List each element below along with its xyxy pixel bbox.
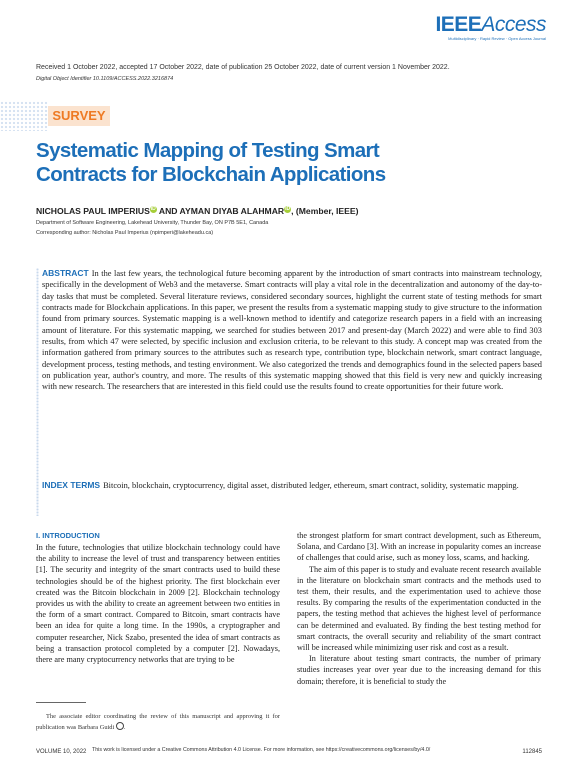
body-column-right (297, 530, 541, 687)
journal-name-italic: Access (481, 13, 546, 36)
footer-license[interactable]: This work is licensed under a Creative Commons Attribution 4.0 License. For more information, see https://creativecommons.org/licenses/by/4.0/ (92, 747, 431, 753)
paragraph: the strongest platform for smart contract development, such as Ethereum, Solana, and Cardano [3]. With an increase in popularity comes an increase of challenges that could arise, such as money loss, scams, and hacking. (297, 531, 541, 563)
orcid-icon[interactable]: iD (150, 206, 156, 212)
index-terms-side-bar (36, 478, 39, 504)
footer-volume: VOLUME 10, 2022 (36, 749, 87, 755)
authors (36, 206, 358, 216)
journal-logo (435, 14, 546, 41)
abstract (42, 268, 542, 393)
section-tag: SURVEY (48, 106, 110, 126)
author-1: NICHOLAS PAUL IMPERIUS (36, 206, 150, 216)
author-suffix: , (Member, IEEE) (291, 206, 359, 216)
author-2: AND AYMAN DIYAB ALAHMAR (156, 206, 285, 216)
footer-page-number: 112845 (522, 749, 542, 755)
body-column-left (36, 530, 280, 665)
decorative-dots (0, 101, 48, 131)
paragraph: In the future, technologies that utilize blockchain technology could have the ability to increase the level of trust and transparency between entities [1]. The security and integrity of the smart contracts used to build these technologies should be of the highest priority. The first blockchain ever created was the Bitcoin blockchain in 2009 [2]. Blockchain technology provides us with the ability to create an agreement between two entities in the form of a smart contract. Compared to Bitcoin, smart contracts have been an idea for quite a long time. In the 1990s, a cryptographer and computer researcher, Nick Szabo, presented the idea of smart contracts as being a transaction protocol completed by a computer [2]. Nowadays, there are many cryptocurrency networks that are trying to be (36, 543, 280, 665)
index-terms-text: Bitcoin, blockchain, cryptocurrency, digital asset, distributed ledger, ethereum, smart contract, solidity, systematic mapping. (103, 481, 519, 490)
footnote: The associate editor coordinating the review of this manuscript and approving it for publication was Barbara Guidi . (36, 713, 280, 731)
corresponding-author: Corresponding author: Nicholas Paul Imperius (npimperi@lakeheadu.ca) (36, 230, 214, 236)
index-terms (42, 479, 542, 492)
paragraph: In literature about testing smart contracts, the number of primary studies increases year over year due to the increasing demand for this domain; therefore, it is beneficial to study the (297, 654, 541, 686)
index-terms-label: INDEX TERMS (42, 480, 101, 490)
affiliation: Department of Software Engineering, Lakehead University, Thunder Bay, ON P7B 5E1, Canada (36, 220, 269, 226)
paper-title: Systematic Mapping of Testing Smart Contracts for Blockchain Applications (36, 139, 386, 186)
abstract-label: ABSTRACT (42, 268, 89, 278)
publication-dates: Received 1 October 2022, accepted 17 October 2022, date of publication 25 October 2022, date of current version 1 November 2022. (36, 64, 450, 71)
paragraph: The aim of this paper is to study and evaluate recent research available in the literature on blockchain smart contracts and the methods used to test them, their results, and the experimentation used to achieve those results. By comparing the results of the experimentation conducted in the papers, the testing method that achieves the highest level of performance can be determined and evaluated. By finding the best testing method for smart contracts, the overall security and reliability of the smart contract will be increased while minimizing user risk and cost as a result. (297, 564, 541, 653)
doi: Digital Object Identifier 10.1109/ACCESS.2022.3216874 (36, 76, 174, 82)
journal-tagline: Multidisciplinary · Rapid Review · Open Access Journal (448, 36, 546, 41)
orcid-icon[interactable]: iD (285, 206, 291, 212)
footnote-rule (36, 702, 86, 703)
abstract-text: In the last few years, the technological future becoming apparent by the introduction of smart contracts into mainstream technology, specifically in the development of Web3 and the metaverse. Smart contracts will play a vital role in the decentralization and autonomy of the day-to-day tasks that must be completed. Several literature reviews, considered secondary sources, highlight the current state of testing methods for smart contracts made for Blockchain applications. In this paper, we present the results from a systematic mapping study to give structure to the information found from primary sources. Systematic mapping is a well-known method to identify and categorize research papers in a field with an increasing amount of literature. For this systematic mapping, we searched for studies between 2017 and present-day (March 2022) and were able to find 303 results, from which 47 were selected, by specific inclusion and exclusion criteria, to be relevant to this study. A concept map was created from the information gathered from primary sources to the attributes such as research type, contribution type, blockchain network, smart contract language, development process, testing methods, and testing environment. We also categorized the trends and demographics found in the selected papers based on publication year, author's country, and more. The results of this systematic mapping showed that this field is very new and quickly increasing with new research. The researchers that are interested in this field could use the results found to create opportunities for their future work. (42, 269, 542, 392)
section-heading: I. INTRODUCTION (36, 531, 100, 540)
editor-orcid-icon[interactable] (116, 722, 124, 730)
journal-name-bold: IEEE (435, 13, 482, 36)
footnote-text: The associate editor coordinating the review of this manuscript and approving it for publication was Barbara Guidi (36, 713, 280, 731)
